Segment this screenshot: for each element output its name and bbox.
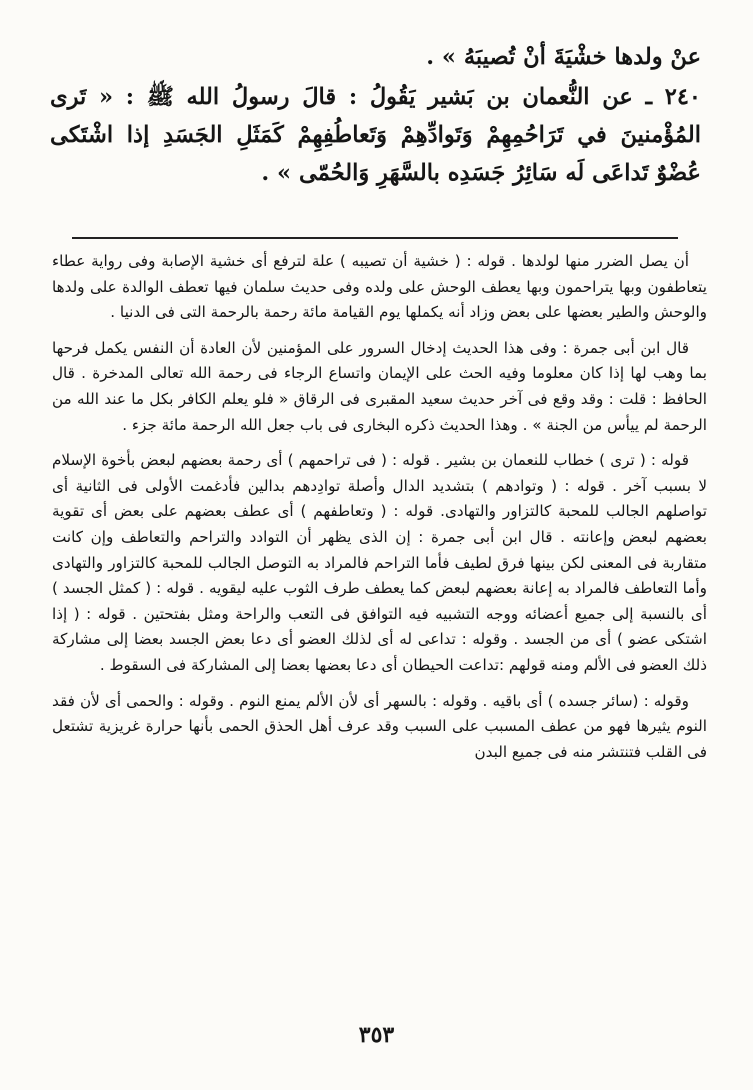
section-divider: [72, 237, 678, 239]
commentary-paragraph: وقوله : (سائر جسده ) أى باقيه . وقوله : بالسهر أى لأن الألم يمنع النوم . وقوله : والحمى أى لأن فقد النوم يثيرها فهو من عطف المسبب على السبب وقد عرف أهل الحذق الحمى بأنها حرارة غريزية تشتعل فى القلب فتنتشر منه فى جميع البدن: [52, 691, 707, 761]
commentary-paragraph: أن يصل الضرر منها لولدها . قوله : ( خشية أن تصيبه ) علة لترفع أى خشية الإصابة وفى رواية عطاء يتعاطفون وبها يتراحمون وبها يعطف الوحش على ولده وفى حديث سلمان فيها تعطف الوالدة على ولدها والوحش والطير بعضها على بعض وزاد أنه يكملها يوم القيامة مائة رحمة بالرحمة التى فى الدنيا .: [52, 252, 707, 322]
page-number: ٣٥٣: [358, 1022, 395, 1048]
hadith-intro-line: عنْ ولدها خشْيَةَ أنْ تُصيبَهُ » .: [426, 44, 701, 70]
hadith-text: ٢٤٠ ـ عن النُّعمان بن بَشير يَقُولُ : قالَ رسولُ الله ﷺ : « تَرى المُؤْمنينَ في تَرَاحُمِهِمْ وَتَوادِّهِمْ وَتَعاطُفِهِمْ كَمَثَلِ الجَسَدِ إذا اشْتَكى عُضْوٌ تَداعَى لَه سَائِرُ جَسَدِه بالسَّهَرِ وَالحُمّى » .: [50, 84, 701, 186]
commentary-paragraph: قوله : ( ترى ) خطاب للنعمان بن بشير . قوله : ( فى تراحمهم ) أى رحمة بعضهم لبعض بأخوة الإسلام لا بسبب آخر . قوله : ( وتوادهم ) بتشديد الدال وأصلة توادِدهم بدالين فأدغمت الأولى فى الثانية أى تواصلهم الجالب للمحبة كالتزاور والتهادى. قوله : ( وتعاطفهم ) أى عطف بعضهم على بعض أى تقوية بعضهم لبعض وإعانته . قال ابن أبى جمرة : إن الذى يظهر أن التوادد والتراحم والتعاطف وإن كانت متقاربة فى المعنى لكن بينها فرق لطيف فأما التراحم فالمراد به التوصل الجالب للمحبة كالتزاور والتهادى وأما التعاطف فالمراد به إعانة بعضهم لبعض كما يعطف طرف الثوب عليه ليقويه . قوله : ( كمثل الجسد ) أى بالنسبة إلى جميع أعضائه ووجه التشبيه فيه التوافق فى التعب والراحة ومثل بفتحتين . قوله : ( إذا اشتكى عضو ) أى من الجسد . وقوله : تداعى له أى لذلك العضو أى دعا بعض الجسد بعضا إلى مشاركة ذلك العضو فى الألم ومنه قولهم :تداعت الحيطان أى دعا بعضها بعضا إلى المشاركة فى السقوط .: [52, 451, 707, 674]
commentary-paragraph: قال ابن أبى جمرة : وفى هذا الحديث إدخال السرور على المؤمنين لأن العادة أن النفس يكمل فرحها بما وهب لها إذا كان معلوما وفيه الحث على الإيمان واتساع الرجاء فى رحمة الله تعالى المدخرة . قال الحافظ : قلت : وقد وقع فى آخر حديث سعيد المقبرى فى الرقاق « فلو يعلم الكافر بكل ما عند الله من الرحمة لم ييأس من الجنة » . وهذا الحديث ذكره البخارى فى باب جعل الله الرحمة مائة جزء .: [52, 338, 707, 434]
hadith-block: [50, 38, 701, 192]
commentary-block: [52, 249, 707, 775]
